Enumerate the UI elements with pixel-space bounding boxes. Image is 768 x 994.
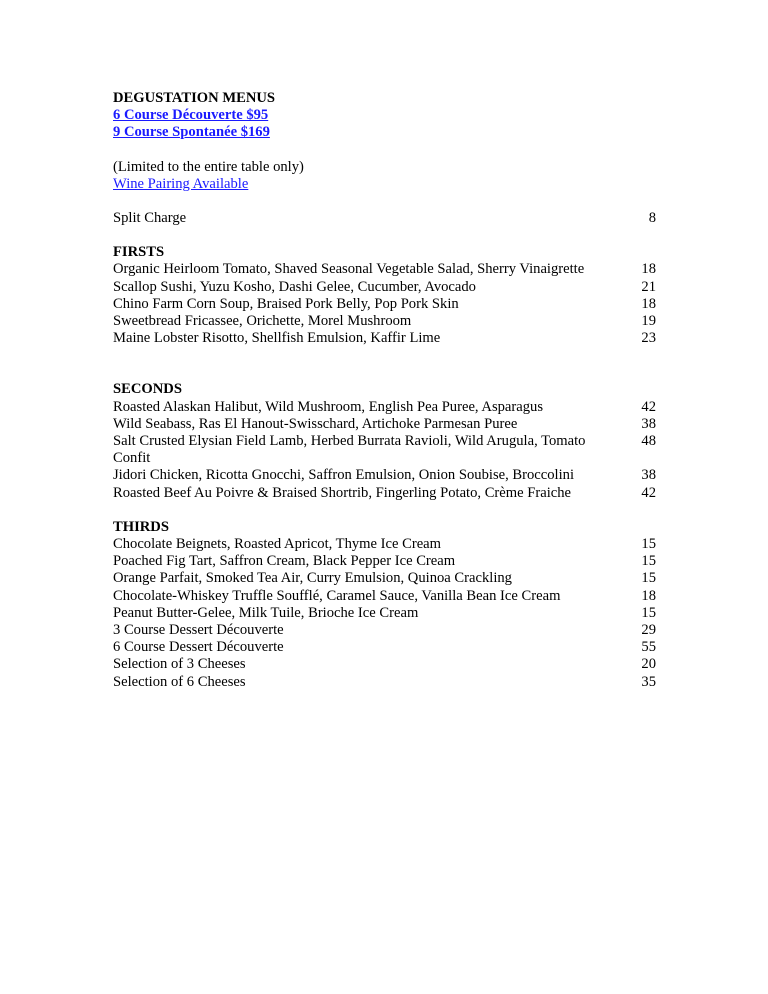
- item-name: Sweetbread Fricassee, Orichette, Morel Mushroom: [113, 313, 412, 330]
- item-price: 18: [641, 261, 656, 278]
- item-name: Chocolate-Whiskey Truffle Soufflé, Caramel Sauce, Vanilla Bean Ice Cream: [113, 587, 561, 604]
- wine-pairing-link[interactable]: Wine Pairing Available: [113, 175, 249, 192]
- menu-item: [113, 296, 656, 313]
- menu-item: [113, 467, 656, 484]
- item-name: Poached Fig Tart, Saffron Cream, Black Pepper Ice Cream: [113, 553, 456, 570]
- item-price: 23: [641, 330, 656, 347]
- menu-item: [113, 330, 656, 347]
- menu-item: [113, 605, 656, 622]
- item-price: 38: [641, 415, 656, 432]
- item-name: Jidori Chicken, Ricotta Gnocchi, Saffron Emulsion, Onion Soubise, Broccolini: [113, 467, 574, 484]
- item-name: Chocolate Beignets, Roasted Apricot, Thyme Ice Cream: [113, 536, 442, 553]
- split-charge-price: 8: [648, 210, 656, 227]
- item-price: 48: [641, 433, 656, 450]
- split-charge-row: [113, 210, 656, 227]
- item-price: 15: [641, 570, 656, 587]
- degustation-6-course-link[interactable]: 6 Course Découverte $95: [113, 107, 269, 124]
- menu-item: [113, 313, 656, 330]
- item-name: Roasted Alaskan Halibut, Wild Mushroom, English Pea Puree, Asparagus: [113, 398, 544, 415]
- spacer: [113, 227, 656, 244]
- item-price: 42: [641, 484, 656, 501]
- menu-item: [113, 622, 656, 639]
- item-price: 15: [641, 536, 656, 553]
- menu-item: [113, 553, 656, 570]
- item-name: 3 Course Dessert Découverte: [113, 622, 284, 639]
- menu-item: [113, 485, 656, 502]
- menu-item: [113, 588, 656, 605]
- spacer: [113, 142, 656, 159]
- menu-item: [113, 433, 656, 467]
- menu-item: [113, 279, 656, 296]
- item-name: Organic Heirloom Tomato, Shaved Seasonal Vegetable Salad, Sherry Vinaigrette: [113, 261, 585, 278]
- firsts-list: [113, 261, 656, 347]
- seconds-list: [113, 399, 656, 502]
- menu-content: [113, 90, 656, 691]
- item-price: 21: [641, 278, 656, 295]
- item-price: 20: [641, 656, 656, 673]
- menu-item: [113, 536, 656, 553]
- spacer: [113, 193, 656, 210]
- item-name: Salt Crusted Elysian Field Lamb, Herbed Burrata Ravioli, Wild Arugula, Tomato Confit: [113, 433, 586, 467]
- spacer: [113, 502, 656, 519]
- item-name: Chino Farm Corn Soup, Braised Pork Belly, Pop Pork Skin: [113, 295, 459, 312]
- menu-item: [113, 639, 656, 656]
- menu-item: [113, 674, 656, 691]
- menu-item: [113, 261, 656, 278]
- item-price: 35: [641, 673, 656, 690]
- degustation-9-course-link[interactable]: 9 Course Spontanée $169: [113, 124, 270, 141]
- menu-item: [113, 416, 656, 433]
- item-name: 6 Course Dessert Découverte: [113, 639, 284, 656]
- item-name: Maine Lobster Risotto, Shellfish Emulsion, Kaffir Lime: [113, 330, 441, 347]
- menu-item: [113, 570, 656, 587]
- item-price: 55: [641, 639, 656, 656]
- menu-title: DEGUSTATION MENUS: [113, 90, 276, 106]
- thirds-list: [113, 536, 656, 691]
- item-price: 15: [641, 553, 656, 570]
- firsts-heading: FIRSTS: [113, 244, 165, 261]
- table-note: (Limited to the entire table only): [113, 158, 304, 175]
- seconds-heading: SECONDS: [113, 381, 182, 398]
- spacer: [113, 347, 656, 381]
- item-name: Roasted Beef Au Poivre & Braised Shortrib, Fingerling Potato, Crème Fraiche: [113, 484, 572, 501]
- split-charge-label: Split Charge: [113, 210, 187, 227]
- item-price: 18: [641, 295, 656, 312]
- item-price: 42: [641, 398, 656, 415]
- item-name: Selection of 3 Cheeses: [113, 656, 246, 673]
- item-price: 38: [641, 467, 656, 484]
- menu-item: [113, 399, 656, 416]
- thirds-heading: THIRDS: [113, 518, 169, 535]
- item-name: Selection of 6 Cheeses: [113, 673, 246, 690]
- item-price: 29: [641, 622, 656, 639]
- item-price: 15: [641, 604, 656, 621]
- item-name: Peanut Butter-Gelee, Milk Tuile, Brioche Ice Cream: [113, 604, 419, 621]
- item-price: 19: [641, 313, 656, 330]
- menu-item: [113, 656, 656, 673]
- item-name: Orange Parfait, Smoked Tea Air, Curry Emulsion, Quinoa Crackling: [113, 570, 512, 587]
- item-name: Scallop Sushi, Yuzu Kosho, Dashi Gelee, Cucumber, Avocado: [113, 278, 476, 295]
- item-name: Wild Seabass, Ras El Hanout-Swisschard, Artichoke Parmesan Puree: [113, 415, 518, 432]
- item-price: 18: [641, 587, 656, 604]
